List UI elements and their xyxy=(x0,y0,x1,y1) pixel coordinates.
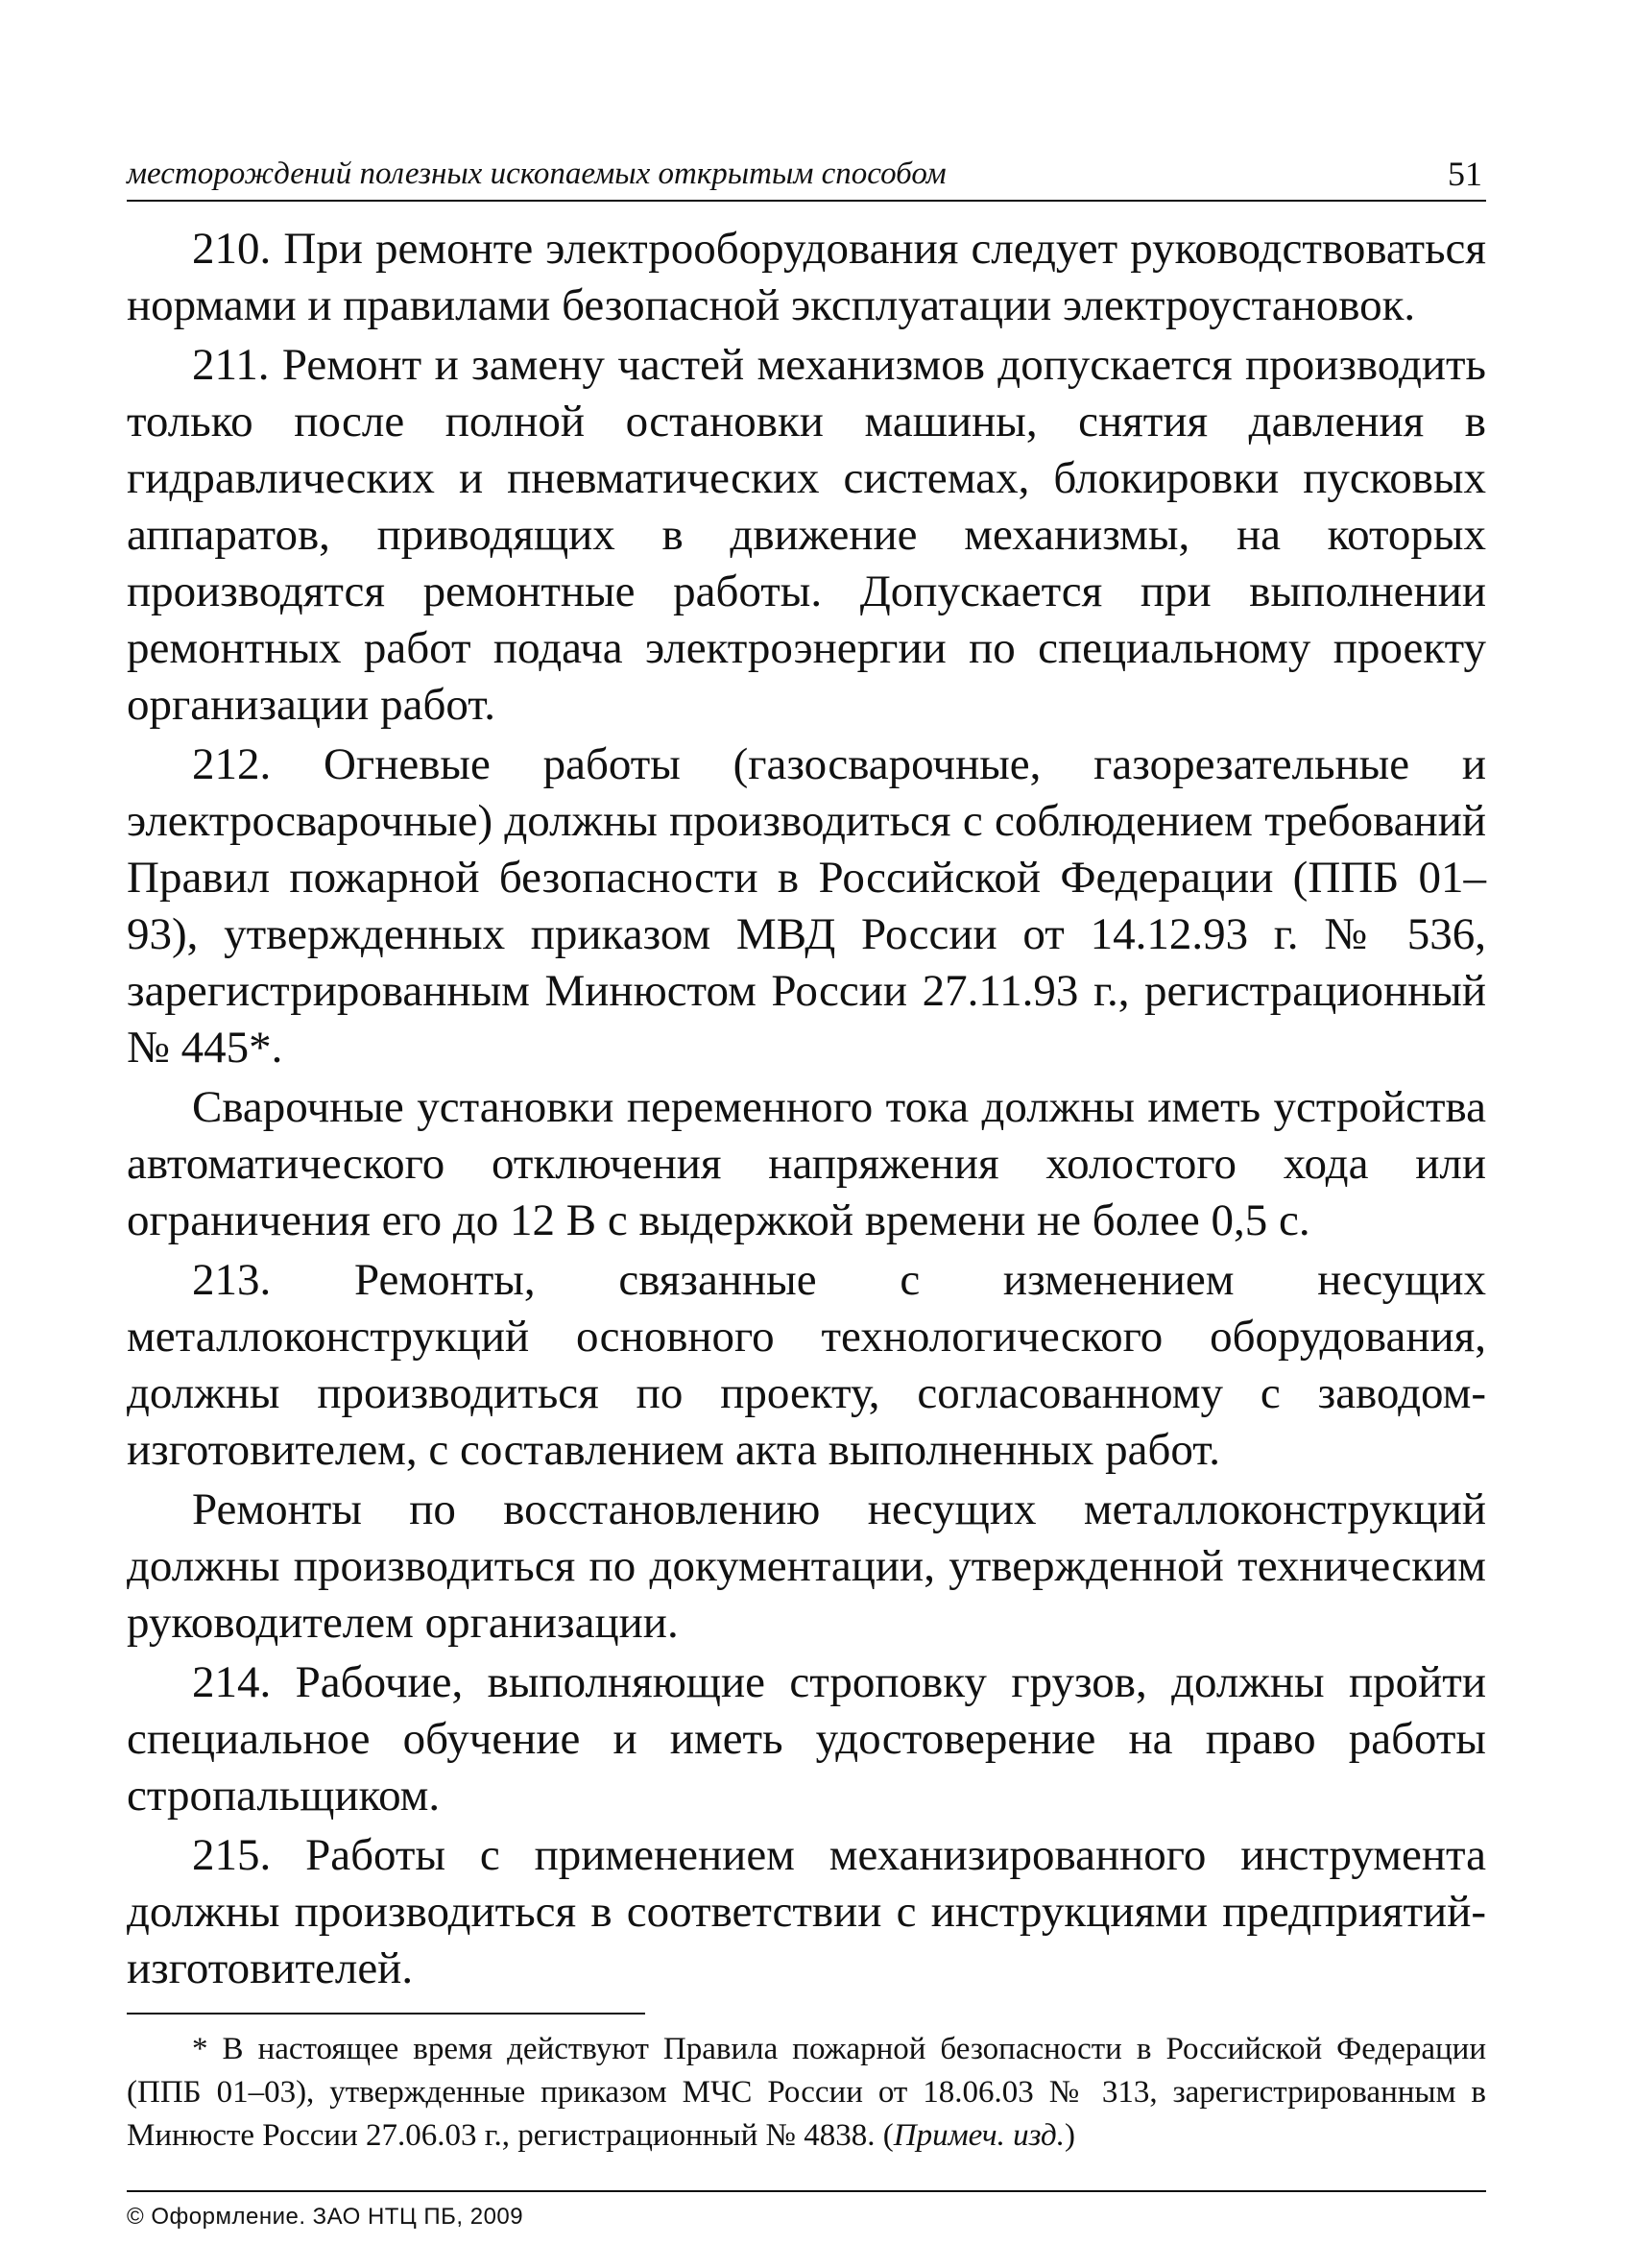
copyright-notice: © Оформление. ЗАО НТЦ ПБ, 2009 xyxy=(127,2204,524,2230)
paragraph-211: 211. Ремонт и замену частей механизмов допускается производить только после полной остановки машины, снятия давления в гидравлических и пневматических системах, блокировки пусковых аппаратов, приводящих в движение механизмы, на которых производятся ремонтные работы. Допускается при выполнении ремонтных работ подача электроэнергии по специальному проекту организации работ. xyxy=(127,340,1486,730)
running-title: месторождений полезных ископаемых открытым способом xyxy=(127,157,947,191)
running-header xyxy=(127,144,1486,202)
editor-note: Примеч. изд. xyxy=(893,2118,1065,2153)
footnote-divider xyxy=(127,2013,645,2015)
footnote-close: ) xyxy=(1064,2118,1075,2153)
paragraph-210: 210. При ремонте электрооборудования следует руководствоваться нормами и правилами безопасной эксплуатации электроустановок. xyxy=(127,224,1486,330)
copyright-divider xyxy=(127,2190,1486,2192)
paragraph-213: 213. Ремонты, связанные с изменением несущих металлоконструкций основного технологического оборудования, должны производиться по проекту, согласованному с заводом-изготовителем, с составлением акта выполненных работ. xyxy=(127,1255,1486,1475)
paragraph-212-welding: Сварочные установки переменного тока должны иметь устройства автоматического отключения напряжения холостого хода или ограничения его до 12 В с выдержкой времени не более 0,5 с. xyxy=(127,1082,1486,1245)
paragraph-213-restoration: Ремонты по восстановлению несущих металлоконструкций должны производиться по документации, утвержденной техническим руководителем организации. xyxy=(127,1484,1486,1648)
body-text xyxy=(127,221,1486,1997)
document-page xyxy=(127,144,1486,2231)
footnote xyxy=(127,2028,1486,2158)
paragraph-214: 214. Рабочие, выполняющие строповку грузов, должны пройти специальное обучение и иметь удостоверение на право работы стропальщиком. xyxy=(127,1657,1486,1821)
paragraph-212: 212. Огневые работы (газосварочные, газорезательные и электросварочные) должны производиться с соблюдением требований Правил пожарной безопасности в Российской Федерации (ППБ 01–93), утвержденных приказом МВД России от 14.12.93 г. № 536, зарегистрированным Минюстом России 27.11.93 г., регистрационный № 445*. xyxy=(127,739,1486,1073)
footnote-text: * В настоящее время действуют Правила пожарной безопасности в Российской Федерации (ППБ 01–03), утвержденные приказом МЧС России от 18.06.03 № 313, зарегистрированным в Минюсте России 27.06.03 г., регистрационный № 4838. ( xyxy=(127,2032,1486,2153)
paragraph-215: 215. Работы с применением механизированного инструмента должны производиться в соответствии с инструкциями предприятий-изготовителей. xyxy=(127,1830,1486,1993)
page-number: 51 xyxy=(1448,155,1482,193)
